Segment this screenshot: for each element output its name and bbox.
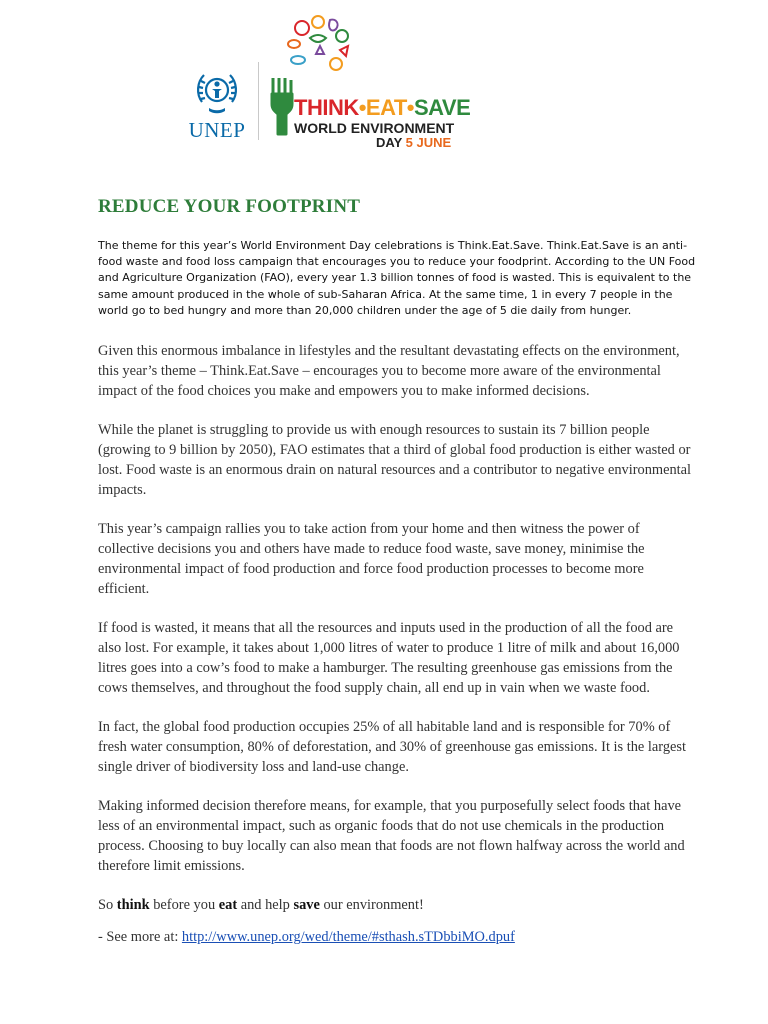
article-body: [98, 341, 698, 966]
tes-date: DAY 5 JUNE: [376, 135, 452, 150]
logo-divider: [258, 62, 259, 140]
emphasis-eat: eat: [218, 897, 238, 913]
food-ring-icon: [280, 14, 360, 84]
paragraph: This year’s campaign rallies you to take action from your home and then witness the power of collective decisions you and others have made to reduce food waste, save money, minimise the environmental impact of food production and force food production processes to become more efficient.: [98, 521, 645, 597]
emphasis-save: save: [293, 897, 320, 913]
paragraph: In fact, the global food production occupies 25% of all habitable land and is responsible for 70% of fresh water consumption, 80% of deforestation, and 30% of greenhouse gas emissions. It is the largest single driver of biodiversity loss and land-use change.: [98, 719, 687, 775]
paragraph: If food is wasted, it means that all the resources and inputs used in the production of all the food are also lost. For example, it takes about 1,000 litres of water to produce 1 litre of milk and about 16,000 litres goes into a cow’s food to make a hamburger. The resulting greenhouse gas emissions from the cows themselves, and throughout the food supply chain, all end up in vain when we waste food.: [98, 620, 680, 696]
page-title: REDUCE YOUR FOOTPRINT: [98, 196, 361, 217]
paragraph: Making informed decision therefore means, for example, that you purposefully select foods that have less of an environmental impact, such as organic foods that do not use chemicals in the production process. Choosing to buy locally can also mean that foods are not flown halfway across the world and therefore limit emissions.: [98, 798, 685, 874]
tes-title: THINK•EAT•SAVE: [294, 95, 471, 120]
think-eat-save-logo: [270, 14, 471, 154]
paragraph: While the planet is struggling to provide us with enough resources to sustain its 7 billion people (growing to 9 billion by 2050), FAO estimates that a third of global food production is either wasted or lost. Food waste is an enormous drain on natural resources and a contributor to negative environmental impacts.: [98, 422, 692, 498]
unep-logo: [186, 68, 246, 140]
header-logos: [0, 0, 768, 170]
intro-paragraph: The theme for this year’s World Environment Day celebrations is Think.Eat.Save. Think.Eat.Save is an anti-food waste and food loss campaign that encourages you to reduce your foodprint. According to the UN Food and Agriculture Organization (FAO), every year 1.3 billion tonnes of food is wasted. This is equivalent to the same amount produced in the whole of sub-Saharan Africa. At the same time, 1 in every 7 people in the world go to bed hungry and more than 20,000 children under the age of 5 die daily from hunger.: [98, 239, 696, 317]
tes-subtitle: WORLD ENVIRONMENT: [294, 120, 455, 136]
see-more-label: - See more at:: [98, 929, 182, 945]
closing-line: So think before you eat and help save our environment!: [98, 897, 424, 913]
paragraph: Given this enormous imbalance in lifestyles and the resultant devastating effects on the environment, this year’s theme – Think.Eat.Save – encourages you to become more aware of the environmental impact of the food choices you make and empowers you to make informed decisions.: [98, 343, 680, 399]
see-more-line: [98, 927, 698, 947]
emphasis-think: think: [116, 897, 150, 913]
unep-emblem-icon: [192, 68, 242, 118]
source-link[interactable]: http://www.unep.org/wed/theme/#sthash.sTDbbiMO.dpuf: [181, 929, 515, 945]
fork-hand-icon: [270, 76, 294, 136]
unep-wordmark: UNEP: [188, 118, 246, 142]
